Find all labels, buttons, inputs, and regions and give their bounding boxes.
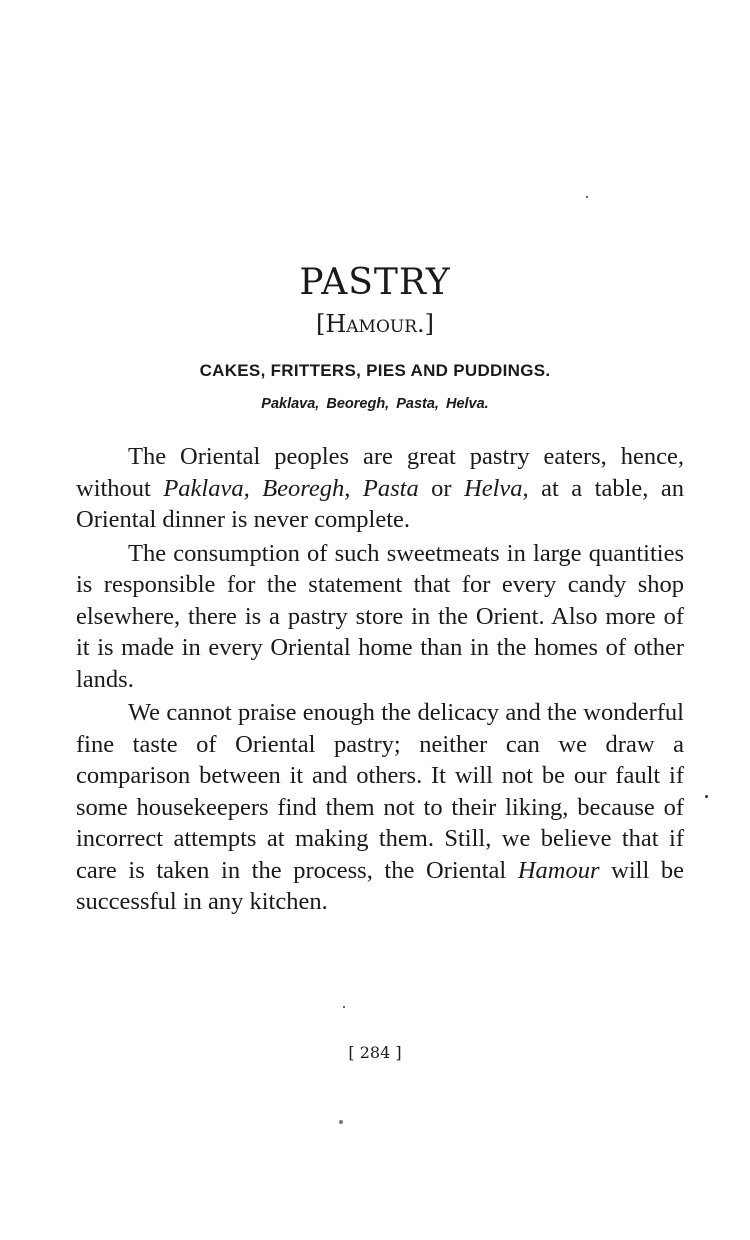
text-run: at a table, an Oriental dinner is never complete. bbox=[76, 474, 684, 533]
body-text bbox=[76, 441, 684, 918]
ink-speck bbox=[343, 1006, 345, 1008]
paragraph-2: The consumption of such sweetmeats in large quantities is responsible for the statement that for every candy shop elsewhere, there is a pastry store in the Orient. Also more of it is made in every Oriental home than in the homes of other lands. bbox=[76, 539, 684, 693]
text-run: or bbox=[418, 474, 465, 502]
ink-speck bbox=[586, 196, 588, 198]
section-subheading: Paklava, Beoregh, Pasta, Helva. bbox=[261, 396, 489, 412]
chapter-subtitle bbox=[0, 310, 750, 338]
bracket-close: ] bbox=[424, 310, 435, 338]
bracket-open: [ bbox=[315, 310, 326, 338]
italic-run: Paklava, Beoregh, Pasta bbox=[163, 474, 419, 502]
text-run: The Oriental peoples are great pastry eaters, hence, without bbox=[76, 443, 684, 502]
italic-run: Hamour bbox=[517, 856, 600, 884]
chapter-title: PASTRY bbox=[299, 262, 451, 303]
text-run: We cannot praise enough the delicacy and the wonderful fine taste of Oriental pastry; neither can we draw a comparison between it and others. It will not be our fault if some housekeepers find them not to their liking, because of incorrect attempts at making them. Still, we believe that if care is taken in the process, the Oriental bbox=[76, 699, 684, 884]
ink-speck bbox=[339, 1120, 343, 1124]
subtitle-word: Hamour. bbox=[325, 310, 425, 338]
paragraph-1 bbox=[76, 441, 684, 536]
italic-run: Helva, bbox=[464, 474, 529, 502]
text-run: will be successful in any kitchen. bbox=[76, 856, 684, 915]
ink-speck bbox=[705, 795, 708, 798]
page-number: [ 284 ] bbox=[348, 1043, 402, 1062]
section-heading: CAKES, FRITTERS, PIES AND PUDDINGS. bbox=[199, 361, 551, 380]
paragraph-3 bbox=[76, 697, 684, 918]
